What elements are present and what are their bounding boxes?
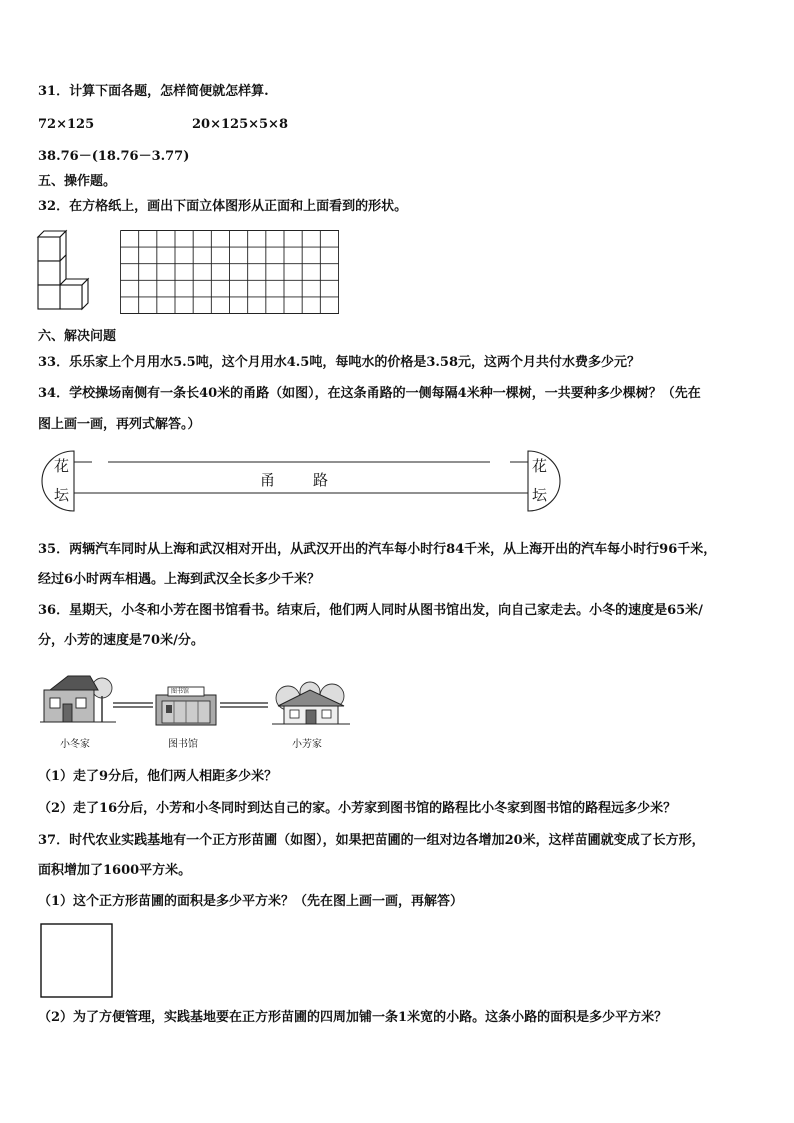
road-label-char-1: 甬: [260, 471, 276, 489]
cube-stack-figure: [36, 229, 92, 319]
library-label: 图书馆: [168, 739, 198, 750]
q37-line-2: 面积增加了1600平方米。: [38, 863, 192, 878]
road-figure: [40, 449, 570, 513]
path-connector-left: [113, 701, 153, 709]
flower-bed-left-char-1: 花: [54, 457, 70, 475]
q36-line-2: 分，小芳的速度是70米/分。: [38, 633, 204, 648]
q36-part-2: （2）走了16分后，小芳和小冬同时到达自己的家。小芳家到图书馆的路程比小冬家到图书馆的路程远多少米？: [38, 801, 677, 816]
square-nursery-figure: [40, 923, 114, 999]
q31-title: 31．计算下面各题，怎样简便就怎样算.: [38, 84, 269, 99]
dong-house-label: 小冬家: [60, 739, 90, 750]
q34-line-1: 34．学校操场南侧有一条长40米的甬路（如图），在这条甬路的一侧每隔4米种一棵树，一共要种多少棵树？（先在: [38, 386, 701, 401]
q37-part-1: （1）这个正方形苗圃的面积是多少平方米？（先在图上画一画，再解答）: [38, 894, 464, 909]
q32-title: 32．在方格纸上，画出下面立体图形从正面和上面看到的形状。: [38, 199, 408, 214]
q33-text: 33．乐乐家上个月用水5.5吨，这个月用水4.5吨，每吨水的价格是3.58元，这两个月共付水费多少元？: [38, 355, 640, 370]
q35-line-2: 经过6小时两车相遇。上海到武汉全长多少千米？: [38, 572, 321, 587]
q37-line-1: 37．时代农业实践基地有一个正方形苗圃（如图），如果把苗圃的一组对边各增加20米，这样苗圃就变成了长方形，: [38, 833, 705, 848]
q36-line-1: 36．星期天，小冬和小芳在图书馆看书。结束后，他们两人同时从图书馆出发，向自己家走去。小冬的速度是65米/: [38, 603, 703, 618]
library-sign-text: 图书馆: [171, 688, 190, 695]
dong-house-icon: [40, 672, 118, 726]
q31-expr-3: 38.76－(18.76－3.77): [38, 149, 190, 164]
q36-part-1: （1）走了9分后，他们两人相距多少米？: [38, 769, 278, 784]
flower-bed-left-char-2: 坛: [54, 486, 70, 504]
section-6-heading: 六、解决问题: [38, 329, 117, 344]
flower-bed-right-char-2: 坛: [532, 486, 548, 504]
q31-expr-1: 72×125: [38, 117, 95, 132]
fang-house-label: 小芳家: [292, 739, 322, 750]
q37-part-2: （2）为了方便管理，实践基地要在正方形苗圃的四周加铺一条1米宽的小路。这条小路的面积是多少平方米？: [38, 1010, 668, 1025]
section-5-heading: 五、操作题。: [38, 174, 117, 189]
q34-line-2: 图上画一画，再列式解答。）: [38, 417, 201, 432]
grid-paper: [120, 230, 340, 315]
q35-line-1: 35．两辆汽车同时从上海和武汉相对开出，从武汉开出的汽车每小时行84千米，从上海开出的汽车每小时行96千米，: [38, 542, 717, 557]
flower-bed-right-char-1: 花: [532, 457, 548, 475]
road-label-char-2: 路: [313, 471, 329, 489]
path-connector-right: [220, 701, 268, 709]
fang-house-icon: [270, 680, 352, 728]
q31-expr-2: 20×125×5×8: [192, 117, 288, 132]
